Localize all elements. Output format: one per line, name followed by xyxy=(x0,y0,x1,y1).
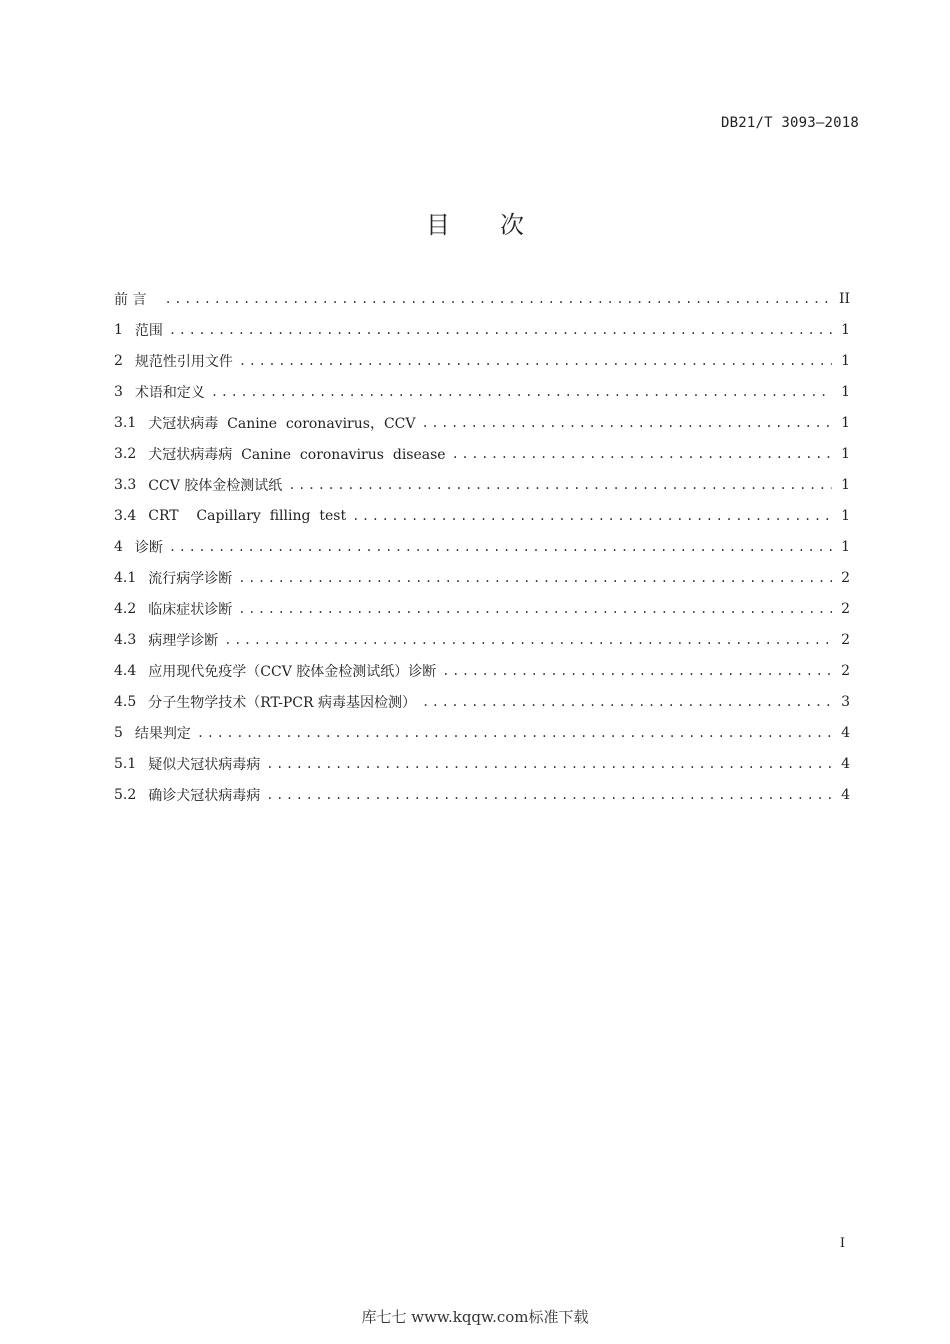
toc-entry-number: 4.2 xyxy=(114,600,137,617)
toc-entry-label: 结果判定 xyxy=(134,725,191,742)
toc-entry-label: 术语和定义 xyxy=(134,384,205,401)
toc-entry-page: 1 xyxy=(841,445,850,462)
toc-entry-label: 确诊犬冠状病毒病 xyxy=(148,787,261,804)
toc-dot-leader xyxy=(442,664,832,678)
toc-entry-number: 2 xyxy=(114,352,123,369)
toc-entry-4-3[interactable] xyxy=(114,624,850,655)
toc-entry-foreword[interactable] xyxy=(114,283,850,314)
toc-entry-page: 1 xyxy=(841,507,850,524)
toc-dot-leader xyxy=(238,602,832,616)
toc-entry-page: 1 xyxy=(841,321,850,338)
toc-entry-number: 3.3 xyxy=(114,476,137,493)
toc-entry-label: 规范性引用文件 xyxy=(134,353,233,370)
toc-entry-number: 4.3 xyxy=(114,631,137,648)
toc-dot-leader xyxy=(211,385,832,399)
page-number: I xyxy=(839,1236,845,1251)
toc-entry-3-3[interactable] xyxy=(114,469,850,500)
toc-entry-page: 2 xyxy=(841,631,850,648)
toc-dot-leader xyxy=(197,726,832,740)
toc-entry-label: 诊断 xyxy=(134,539,163,556)
toc-entry-4[interactable] xyxy=(114,531,850,562)
toc-entry-page: 1 xyxy=(841,414,850,431)
document-code: DB21/T 3093—2018 xyxy=(720,115,859,131)
toc-entry-page: 1 xyxy=(841,476,850,493)
toc-entry-number: 前 言 xyxy=(114,291,147,308)
toc-entry-3-4[interactable] xyxy=(114,500,850,531)
toc-dot-leader xyxy=(288,478,832,492)
toc-entry-3[interactable] xyxy=(114,376,850,407)
toc-entry-page: 1 xyxy=(841,538,850,555)
toc-dot-leader xyxy=(169,540,832,554)
toc-entry-page: II xyxy=(838,290,850,307)
toc-dot-leader xyxy=(224,633,832,647)
toc-dot-leader xyxy=(164,292,832,306)
toc-entry-number: 4.5 xyxy=(114,693,137,710)
toc-entry-label: CRT Capillary filling test xyxy=(148,507,347,524)
toc-entry-1[interactable] xyxy=(114,314,850,345)
toc-entry-page: 3 xyxy=(841,693,850,710)
toc-entry-number: 1 xyxy=(114,321,123,338)
toc-entry-2[interactable] xyxy=(114,345,850,376)
toc-entry-label: 疑似犬冠状病毒病 xyxy=(148,756,261,773)
toc-dot-leader xyxy=(266,757,832,771)
toc-entry-number: 3 xyxy=(114,383,123,400)
table-of-contents xyxy=(114,283,850,810)
toc-dot-leader xyxy=(266,788,832,802)
toc-entry-4-2[interactable] xyxy=(114,593,850,624)
toc-entry-label: 流行病学诊断 xyxy=(148,570,233,587)
toc-entry-page: 1 xyxy=(841,352,850,369)
toc-entry-4-5[interactable] xyxy=(114,686,850,717)
toc-entry-label: 犬冠状病毒 Canine coronavirus，CCV xyxy=(148,415,416,432)
toc-title: 目次 xyxy=(426,211,574,239)
toc-dot-leader xyxy=(239,354,832,368)
toc-entry-page: 4 xyxy=(841,755,850,772)
toc-entry-number: 4 xyxy=(114,538,123,555)
toc-dot-leader xyxy=(452,447,832,461)
toc-entry-label: CCV 胶体金检测试纸 xyxy=(148,477,283,494)
toc-dot-leader xyxy=(169,323,832,337)
toc-entry-3-2[interactable] xyxy=(114,438,850,469)
toc-entry-4-4[interactable] xyxy=(114,655,850,686)
toc-entry-number: 4.1 xyxy=(114,569,137,586)
toc-entry-page: 4 xyxy=(841,724,850,741)
footer-watermark: 库七七 www.kqqw.com标准下载 xyxy=(361,1308,589,1326)
toc-entry-number: 3.2 xyxy=(114,445,137,462)
toc-entry-page: 1 xyxy=(841,383,850,400)
toc-entry-label: 犬冠状病毒病 Canine coronavirus disease xyxy=(148,446,446,463)
toc-dot-leader xyxy=(238,571,832,585)
toc-entry-label: 临床症状诊断 xyxy=(148,601,233,618)
toc-entry-page: 2 xyxy=(841,569,850,586)
toc-entry-label: 范围 xyxy=(134,322,163,339)
toc-entry-number: 4.4 xyxy=(114,662,137,679)
toc-entry-label: 应用现代免疫学（CCV 胶体金检测试纸）诊断 xyxy=(148,663,437,680)
toc-entry-3-1[interactable] xyxy=(114,407,850,438)
toc-entry-5[interactable] xyxy=(114,717,850,748)
toc-entry-number: 5 xyxy=(114,724,123,741)
toc-entry-number: 5.1 xyxy=(114,755,137,772)
toc-dot-leader xyxy=(422,416,833,430)
toc-entry-page: 2 xyxy=(841,600,850,617)
toc-entry-5-1[interactable] xyxy=(114,748,850,779)
toc-entry-label: 病理学诊断 xyxy=(148,632,219,649)
toc-entry-page: 4 xyxy=(841,786,850,803)
toc-entry-number: 3.1 xyxy=(114,414,137,431)
toc-entry-number: 3.4 xyxy=(114,507,137,524)
toc-entry-4-1[interactable] xyxy=(114,562,850,593)
toc-entry-label: 分子生物学技术（RT-PCR 病毒基因检测） xyxy=(148,694,416,711)
toc-entry-number: 5.2 xyxy=(114,786,137,803)
toc-entry-5-2[interactable] xyxy=(114,779,850,810)
toc-dot-leader xyxy=(352,509,832,523)
toc-entry-page: 2 xyxy=(841,662,850,679)
toc-dot-leader xyxy=(422,695,832,709)
